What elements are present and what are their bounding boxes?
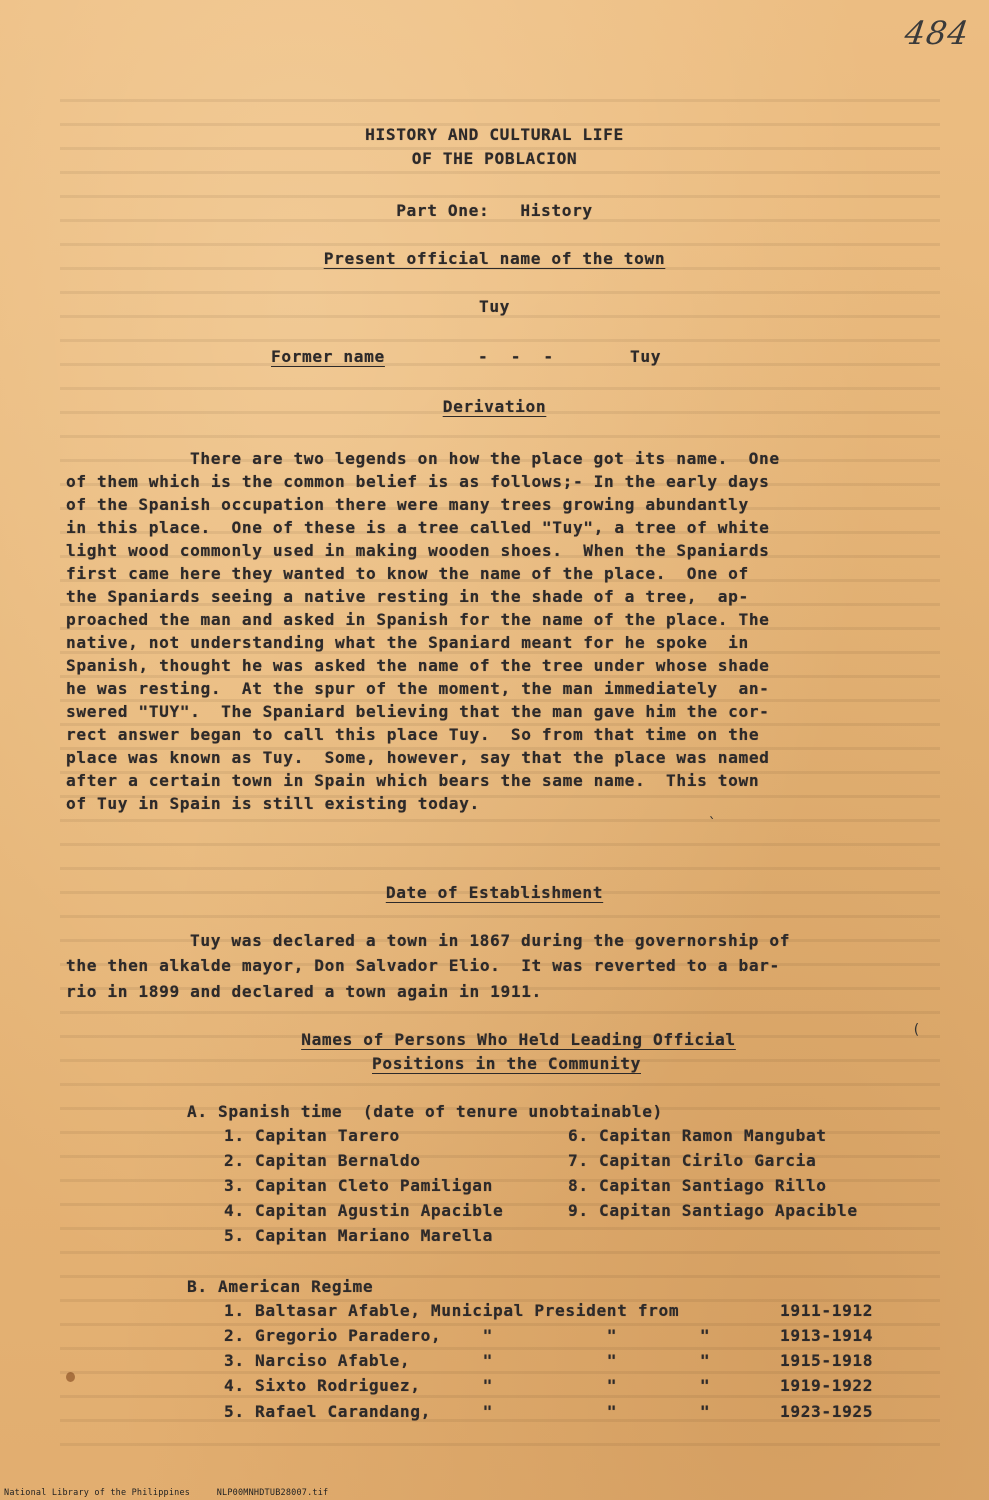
persons-heading-line-1: Names of Persons Who Held Leading Official <box>301 1030 736 1049</box>
spanish-official: 1. Capitan Tarero <box>224 1126 400 1145</box>
spanish-official: 4. Capitan Agustin Apacible <box>224 1201 504 1220</box>
derivation-line: the Spaniards seeing a native resting in the shade of a tree, ap- <box>66 587 749 606</box>
spanish-official: 8. Capitan Santiago Rillo <box>568 1176 827 1195</box>
derivation-line: he was resting. At the spur of the moment, the man immediately an- <box>66 679 770 698</box>
part-heading: Part One: History <box>396 201 593 220</box>
derivation-line: first came here they wanted to know the name of the place. One of <box>66 564 749 583</box>
stray-mark: ( <box>912 1022 921 1038</box>
derivation-heading: Derivation <box>442 397 547 416</box>
spanish-official: 7. Capitan Cirilo Garcia <box>568 1151 817 1170</box>
derivation-line: swered "TUY". The Spaniard believing that the man gave him the cor- <box>66 702 770 721</box>
establishment-line: rio in 1899 and declared a town again in 1911. <box>66 982 542 1001</box>
spanish-official: 9. Capitan Santiago Apacible <box>568 1201 858 1220</box>
official-name-heading: Present official name of the town <box>323 249 666 268</box>
derivation-line: of them which is the common belief is as follows;- In the early days <box>66 472 770 491</box>
derivation-line: of Tuy in Spain is still existing today. <box>66 794 480 813</box>
derivation-line: light wood commonly used in making wooden shoes. When the Spaniards <box>66 541 770 560</box>
derivation-line: of the Spanish occupation there were many trees growing abundantly <box>66 495 749 514</box>
handwritten-page-number: 484 <box>902 14 972 52</box>
american-official-years: 1915-1918 <box>780 1351 874 1370</box>
derivation-line: proached the man and asked in Spanish for the name of the place. The <box>66 610 770 629</box>
american-official-years: 1919-1922 <box>780 1376 874 1395</box>
title-line-2: OF THE POBLACION <box>411 149 578 168</box>
derivation-line: Spanish, thought he was asked the name of the tree under whose shade <box>66 656 770 675</box>
establishment-line: Tuy was declared a town in 1867 during the governorship of <box>190 931 791 950</box>
ink-stain <box>66 1372 75 1382</box>
persons-heading-line-2: Positions in the Community <box>372 1054 641 1073</box>
spanish-official: 2. Capitan Bernaldo <box>224 1151 421 1170</box>
archive-footer: National Library of the Philippines NLP00MNHDTUB28007.tif <box>4 1488 329 1498</box>
american-official-years: 1923-1925 <box>780 1402 874 1421</box>
derivation-line: after a certain town in Spain which bears the same name. This town <box>66 771 760 790</box>
official-name-value: Tuy <box>478 297 511 316</box>
establishment-line: the then alkalde mayor, Don Salvador Elio. It was reverted to a bar- <box>66 956 780 975</box>
american-official-name: 2. Gregorio Paradero, " " " <box>224 1326 711 1345</box>
american-official-name: 5. Rafael Carandang, " " " <box>224 1402 711 1421</box>
derivation-line: native, not understanding what the Spaniard meant for he spoke in <box>66 633 749 652</box>
american-official-name: 1. Baltasar Afable, Municipal President from <box>224 1301 680 1320</box>
stray-mark: ` <box>708 816 717 832</box>
title-line-1: HISTORY AND CULTURAL LIFE <box>365 125 624 144</box>
american-regime-heading: B. American Regime <box>187 1277 374 1296</box>
establishment-heading: Date of Establishment <box>385 883 604 902</box>
former-name-dashes: - - - <box>478 347 554 366</box>
former-name-value: Tuy <box>630 347 662 366</box>
american-official-name: 4. Sixto Rodriguez, " " " <box>224 1376 711 1395</box>
spanish-time-heading: A. Spanish time (date of tenure unobtainable) <box>187 1102 663 1121</box>
derivation-line: place was known as Tuy. Some, however, say that the place was named <box>66 748 770 767</box>
american-official-name: 3. Narciso Afable, " " " <box>224 1351 711 1370</box>
spanish-official: 6. Capitan Ramon Mangubat <box>568 1126 827 1145</box>
spanish-official: 5. Capitan Mariano Marella <box>224 1226 493 1245</box>
derivation-line: There are two legends on how the place got its name. One <box>190 449 780 468</box>
spanish-official: 3. Capitan Cleto Pamiligan <box>224 1176 493 1195</box>
american-official-years: 1911-1912 <box>780 1301 874 1320</box>
american-official-years: 1913-1914 <box>780 1326 874 1345</box>
former-name-label: Former name <box>271 347 385 366</box>
derivation-line: in this place. One of these is a tree called "Tuy", a tree of white <box>66 518 770 537</box>
derivation-line: rect answer began to call this place Tuy. So from that time on the <box>66 725 760 744</box>
